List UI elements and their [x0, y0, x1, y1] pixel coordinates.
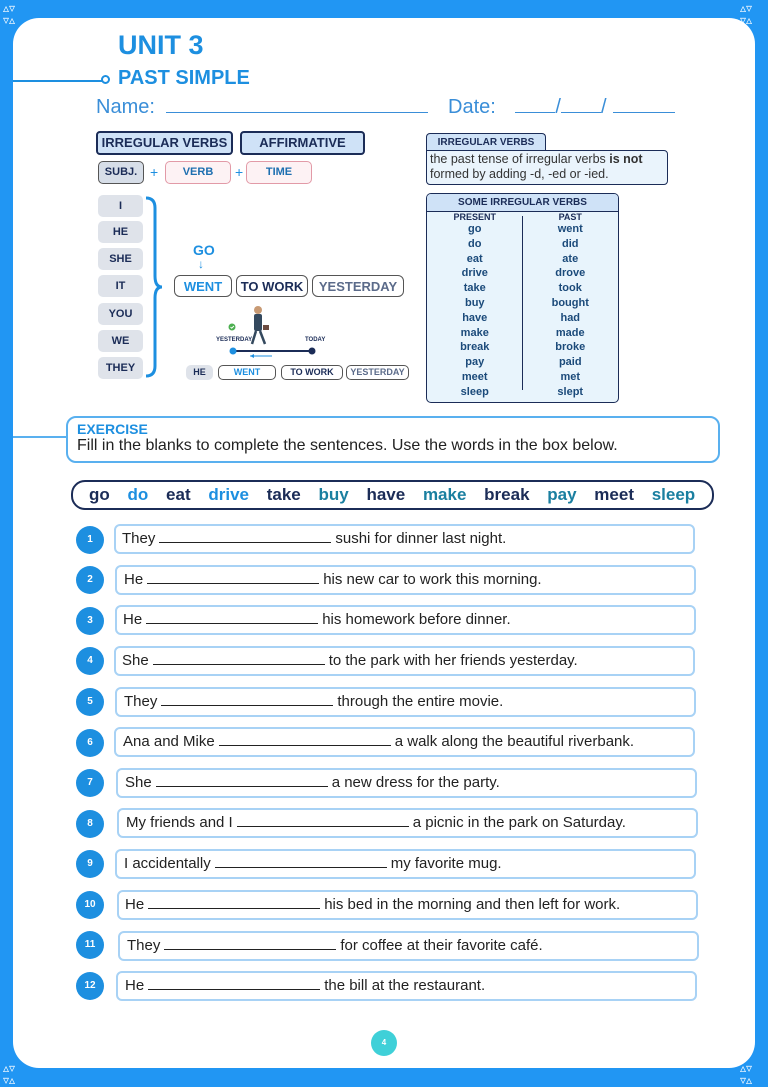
name-date-row — [96, 94, 675, 119]
sentence-end: for coffee at their favorite café. — [340, 937, 543, 954]
sentence-number: 9 — [76, 850, 104, 878]
sentence-row — [114, 524, 695, 554]
answer-blank[interactable] — [161, 691, 333, 706]
past-header: PAST — [558, 212, 582, 222]
name-field[interactable] — [166, 94, 428, 113]
past-verb: had — [560, 311, 581, 324]
pronoun-we: WE — [98, 330, 143, 352]
date-month-field[interactable] — [561, 94, 601, 113]
sentence-start: They — [122, 530, 156, 547]
corner-decoration-icon: ▵▿ ▿▵ — [740, 1061, 753, 1087]
present-verb: break — [460, 341, 490, 354]
walking-man-icon — [215, 303, 330, 361]
word-bank-item: do — [127, 485, 149, 504]
word-bank-item: pay — [547, 485, 577, 504]
sentence-number: 6 — [76, 729, 104, 757]
sentence-row — [118, 931, 699, 961]
sentence-row — [115, 605, 696, 635]
sentence-start: They — [127, 937, 161, 954]
affirmative-tag: AFFIRMATIVE — [240, 131, 365, 155]
sentence-start: He — [125, 977, 145, 994]
sentence-row — [115, 687, 696, 717]
sentence-row — [117, 808, 698, 838]
info-title: IRREGULAR VERBS — [426, 133, 546, 151]
name-label: Name: — [96, 96, 155, 118]
mini-subject: HE — [186, 365, 213, 380]
example-object: TO WORK — [236, 275, 308, 297]
answer-blank[interactable] — [148, 975, 320, 990]
answer-blank[interactable] — [156, 772, 328, 787]
exercise-instructions: Fill in the blanks to complete the sentences. Use the words in the box below. — [77, 437, 618, 454]
sentence-start: He — [124, 571, 144, 588]
present-verb: buy — [464, 296, 485, 309]
present-verb: go — [468, 223, 482, 235]
sentence-number: 8 — [76, 810, 104, 838]
sentence-number: 11 — [76, 931, 104, 959]
corner-decoration-icon: ▵▿ ▿▵ — [740, 1, 753, 27]
base-verb-label: GO — [193, 242, 215, 258]
info-text-bold: is not — [609, 152, 643, 166]
sentence-number: 1 — [76, 526, 104, 554]
sentence-number: 12 — [76, 972, 104, 1000]
answer-blank[interactable] — [237, 812, 409, 827]
present-verb: take — [463, 282, 486, 295]
answer-blank[interactable] — [159, 528, 331, 543]
formula-time: TIME — [246, 161, 312, 184]
past-verb: bought — [551, 296, 589, 309]
sentence-end: sushi for dinner last night. — [335, 530, 507, 547]
past-verb: went — [557, 223, 583, 235]
pronoun-she: SHE — [98, 248, 143, 270]
irregular-verbs-table — [426, 193, 619, 403]
past-verb: paid — [558, 356, 582, 369]
sentence-end: a walk along the beautiful riverbank. — [394, 733, 635, 750]
sentence-end: a picnic in the park on Saturday. — [412, 814, 626, 831]
present-verb: eat — [466, 252, 483, 265]
date-day-field[interactable] — [515, 94, 555, 113]
sentence-start: I accidentally — [124, 855, 211, 872]
past-verb: did — [562, 237, 579, 250]
pronoun-i: I — [98, 195, 143, 217]
info-box — [426, 150, 668, 185]
date-separator: / — [600, 96, 607, 118]
info-text: the past tense of irregular verbs — [430, 152, 610, 166]
word-bank-item: go — [89, 485, 110, 504]
sentence-row — [117, 890, 698, 920]
answer-blank[interactable] — [146, 609, 318, 624]
sentence-end: the bill at the restaurant. — [324, 977, 486, 994]
answer-blank[interactable] — [215, 853, 387, 868]
exercise-title: EXERCISE — [77, 421, 148, 437]
past-verb: broke — [555, 341, 586, 354]
exercise-line — [13, 436, 68, 438]
answer-blank[interactable] — [148, 894, 320, 909]
date-label: Date: — [448, 96, 496, 118]
sentence-start: Ana and Mike — [123, 733, 215, 750]
past-verb: slept — [557, 385, 584, 398]
past-verb: made — [555, 326, 585, 339]
topic-title: PAST SIMPLE — [118, 67, 250, 89]
irregular-verbs-tag: IRREGULAR VERBS — [96, 131, 233, 155]
present-verb: drive — [461, 267, 488, 280]
timeline-yesterday-label: YESTERDAY — [216, 337, 253, 343]
word-bank-item: sleep — [651, 485, 696, 504]
present-verb: do — [468, 237, 482, 250]
word-bank-item: drive — [208, 485, 249, 504]
present-verb: meet — [461, 370, 488, 383]
verb-table-title: SOME IRREGULAR VERBS — [427, 194, 618, 212]
sentence-number: 3 — [76, 607, 104, 635]
word-bank-item: meet — [594, 485, 634, 504]
sentence-start: She — [122, 652, 149, 669]
sentence-end: to the park with her friends yesterday. — [328, 652, 578, 669]
section-dot-icon — [101, 75, 110, 84]
past-verb: ate — [562, 252, 579, 265]
present-verb: sleep — [460, 385, 489, 398]
formula-verb: VERB — [165, 161, 231, 184]
section-line — [13, 80, 103, 82]
word-bank — [71, 480, 714, 510]
past-column — [523, 212, 619, 400]
sentence-number: 4 — [76, 647, 104, 675]
present-column — [427, 212, 523, 400]
corner-decoration-icon: ▵▿ ▿▵ — [3, 1061, 16, 1087]
word-bank-item: make — [422, 485, 467, 504]
answer-blank[interactable] — [219, 731, 391, 746]
present-verb: have — [462, 311, 488, 324]
corner-decoration-icon: ▵▿ ▿▵ — [3, 1, 16, 27]
verb-table-divider — [522, 216, 523, 390]
down-arrow-icon: ↓ — [198, 257, 204, 271]
sentence-number: 7 — [76, 769, 104, 797]
sentence-number: 2 — [76, 566, 104, 594]
sentence-number: 5 — [76, 688, 104, 716]
sentence-start: They — [124, 693, 158, 710]
sentence-row — [114, 646, 695, 676]
sentence-end: a new dress for the party. — [331, 774, 500, 791]
sentence-row — [115, 565, 696, 595]
sentence-row — [116, 971, 697, 1001]
timeline-today-label: TODAY — [305, 337, 326, 343]
past-verb: took — [558, 282, 582, 295]
word-bank-item: have — [366, 485, 406, 504]
formula-subject: SUBJ. — [98, 161, 144, 184]
answer-blank[interactable] — [147, 569, 319, 584]
answer-blank[interactable] — [153, 650, 325, 665]
plus-icon: + — [150, 164, 159, 180]
past-verb: met — [560, 370, 581, 383]
present-header: PRESENT — [453, 212, 496, 222]
date-year-field[interactable] — [613, 94, 675, 113]
plus-icon: + — [235, 164, 244, 180]
present-verb: pay — [465, 356, 485, 369]
pronoun-it: IT — [98, 275, 143, 297]
pronoun-they: THEY — [98, 357, 143, 379]
sentence-end: my favorite mug. — [390, 855, 502, 872]
sentence-row — [115, 849, 696, 879]
pronoun-he: HE — [98, 221, 143, 243]
page-number: 4 — [371, 1030, 397, 1056]
mini-object: TO WORK — [281, 365, 343, 380]
sentence-number: 10 — [76, 891, 104, 919]
word-bank-item: take — [266, 485, 301, 504]
pronoun-you: YOU — [98, 303, 143, 325]
sentence-start: My friends and I — [126, 814, 233, 831]
example-time: YESTERDAY — [312, 275, 404, 297]
mini-verb: WENT — [218, 365, 276, 380]
sentence-start: He — [123, 611, 143, 628]
sentence-end: his homework before dinner. — [322, 611, 511, 628]
present-verb: make — [460, 326, 489, 339]
sentence-start: She — [125, 774, 152, 791]
date-separator: / — [555, 96, 561, 118]
sentence-end: through the entire movie. — [337, 693, 504, 710]
sentence-end: his new car to work this morning. — [323, 571, 542, 588]
word-bank-item: break — [484, 485, 530, 504]
example-verb: WENT — [174, 275, 232, 297]
past-verb: drove — [555, 267, 586, 280]
sentence-row — [116, 768, 697, 798]
sentence-start: He — [125, 896, 145, 913]
word-bank-item: eat — [166, 485, 191, 504]
sentence-end: his bed in the morning and then left for work. — [324, 896, 621, 913]
word-bank-item: buy — [318, 485, 349, 504]
info-text: formed by adding -d, -ed or -ied. — [430, 167, 609, 181]
sentence-row — [114, 727, 695, 757]
brace-icon — [143, 196, 163, 378]
mini-time: YESTERDAY — [346, 365, 409, 380]
exercise-header — [66, 416, 720, 463]
answer-blank[interactable] — [164, 935, 336, 950]
unit-title: UNIT 3 — [118, 30, 204, 60]
